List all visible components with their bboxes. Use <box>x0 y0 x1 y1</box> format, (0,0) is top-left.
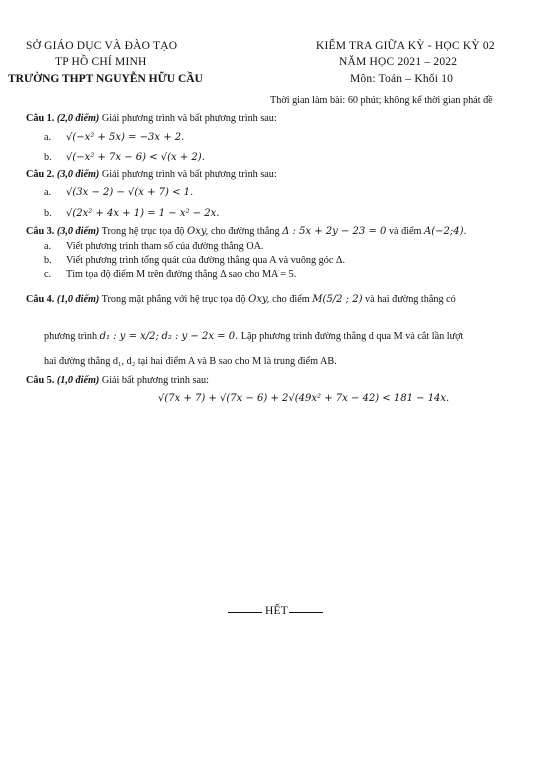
question-4-coordinate-system: Oxy, <box>248 294 270 305</box>
question-5-label: Câu 5. <box>26 375 55 386</box>
question-2-label: Câu 2. <box>26 169 55 180</box>
question-3a-text: Viết phương trình tham số của đường thẳng OA. <box>66 241 264 252</box>
question-4-line-1 <box>26 293 456 306</box>
department-name: SỞ GIÁO DỤC VÀ ĐÀO TẠO <box>26 40 178 52</box>
time-note: Thời gian làm bài: 60 phút; không kể thời gian phát đề <box>270 95 493 106</box>
question-2b-label: b. <box>44 208 52 219</box>
question-2a-label: a. <box>44 187 52 198</box>
school-year: NĂM HỌC 2021 – 2022 <box>339 56 458 68</box>
question-1a-expression: √(−x² + 5x) = −3x + 2. <box>66 132 185 143</box>
school-name: TRƯỜNG THPT NGUYỄN HỮU CẦU <box>8 73 203 85</box>
question-2-header <box>26 168 277 181</box>
end-marker: HẾT <box>265 605 288 617</box>
question-2b <box>44 207 219 220</box>
question-3-text-pre: Trong hệ trục tọa độ <box>101 226 185 237</box>
exam-title: KIỂM TRA GIỮA KỲ - HỌC KỲ 02 <box>316 40 495 52</box>
question-4-points: (1,0 điểm) <box>56 294 100 305</box>
question-3a <box>44 240 263 253</box>
question-3-header <box>26 225 467 238</box>
question-1b-label: b. <box>44 152 52 163</box>
question-3c <box>44 268 296 281</box>
question-3a-label: a. <box>44 241 52 252</box>
question-2a <box>44 186 193 199</box>
question-3b-label: b. <box>44 255 52 266</box>
question-1b <box>44 151 205 164</box>
question-5-text: Giải bất phương trình sau: <box>101 375 209 386</box>
question-3-point: A(−2;4). <box>424 226 467 237</box>
question-3b <box>44 254 345 267</box>
question-3b-text: Viết phương trình tổng quát của đường thẳng qua A và vuông góc Δ. <box>66 255 346 266</box>
question-2a-expression: √(3x − 2) − √(x + 7) < 1. <box>66 187 194 198</box>
question-2b-expression: √(2x² + 4x + 1) = 1 − x² − 2x. <box>66 208 220 219</box>
question-4-line-3: hai đường thẳng d₁, d₂ tại hai điểm A và B sao cho M là trung điểm AB. <box>44 356 337 367</box>
question-3c-text: Tìm tọa độ điểm M trên đường thẳng Δ sao cho MA = 5. <box>66 269 297 280</box>
question-2-text: Giải phương trình và bất phương trình sau: <box>101 169 277 180</box>
question-4-d1: d₁ : y = x/2; <box>99 331 159 342</box>
question-1b-expression: √(−x² + 7x − 6) < √(x + 2). <box>66 152 205 163</box>
question-4-text-mid: cho điểm <box>272 294 310 305</box>
question-5-inequality: √(7x + 7) + √(7x − 6) + 2√(49x² + 7x − 42) < 181 − 14x. <box>158 393 450 404</box>
question-5-points: (1,0 điểm) <box>56 375 100 386</box>
question-4-line-2-pre: phương trình <box>44 331 98 342</box>
question-3-line-equation: Δ : 5x + 2y − 23 = 0 <box>282 226 387 237</box>
question-3-text-mid: cho đường thẳng <box>210 226 280 237</box>
question-1a-label: a. <box>44 132 52 143</box>
question-3-label: Câu 3. <box>26 226 55 237</box>
question-4-text-post: và hai đường thẳng có <box>365 294 456 305</box>
question-1a <box>44 131 184 144</box>
question-1-header <box>26 112 277 125</box>
question-5-header <box>26 374 209 387</box>
question-5-expression <box>158 392 449 405</box>
subject-grade: Môn: Toán – Khối 10 <box>350 73 454 85</box>
end-rule-right <box>289 612 323 613</box>
question-2-points: (3,0 điểm) <box>56 169 100 180</box>
question-4-d2: d₂ : y − 2x = 0. <box>161 331 239 342</box>
question-1-points: (2,0 điểm) <box>56 113 100 124</box>
question-3c-label: c. <box>44 269 52 280</box>
question-1-label: Câu 1. <box>26 113 55 124</box>
question-4-line-2 <box>44 330 463 343</box>
question-4-text-pre: Trong mặt phẳng với hệ trục tọa độ <box>101 294 246 305</box>
city-name: TP HỒ CHÍ MINH <box>55 56 147 68</box>
end-rule-left <box>228 612 262 613</box>
question-3-points: (3,0 điểm) <box>56 226 100 237</box>
question-4-line-2-post: Lập phương trình đường thẳng d qua M và cắt lần lượt <box>240 331 464 342</box>
question-4-point: M(5/2 ; 2) <box>312 294 363 305</box>
question-4-label: Câu 4. <box>26 294 55 305</box>
question-1-text: Giải phương trình và bất phương trình sau: <box>101 113 277 124</box>
question-3-coordinate-system: Oxy, <box>187 226 209 237</box>
question-3-text-post: và điểm <box>388 226 422 237</box>
